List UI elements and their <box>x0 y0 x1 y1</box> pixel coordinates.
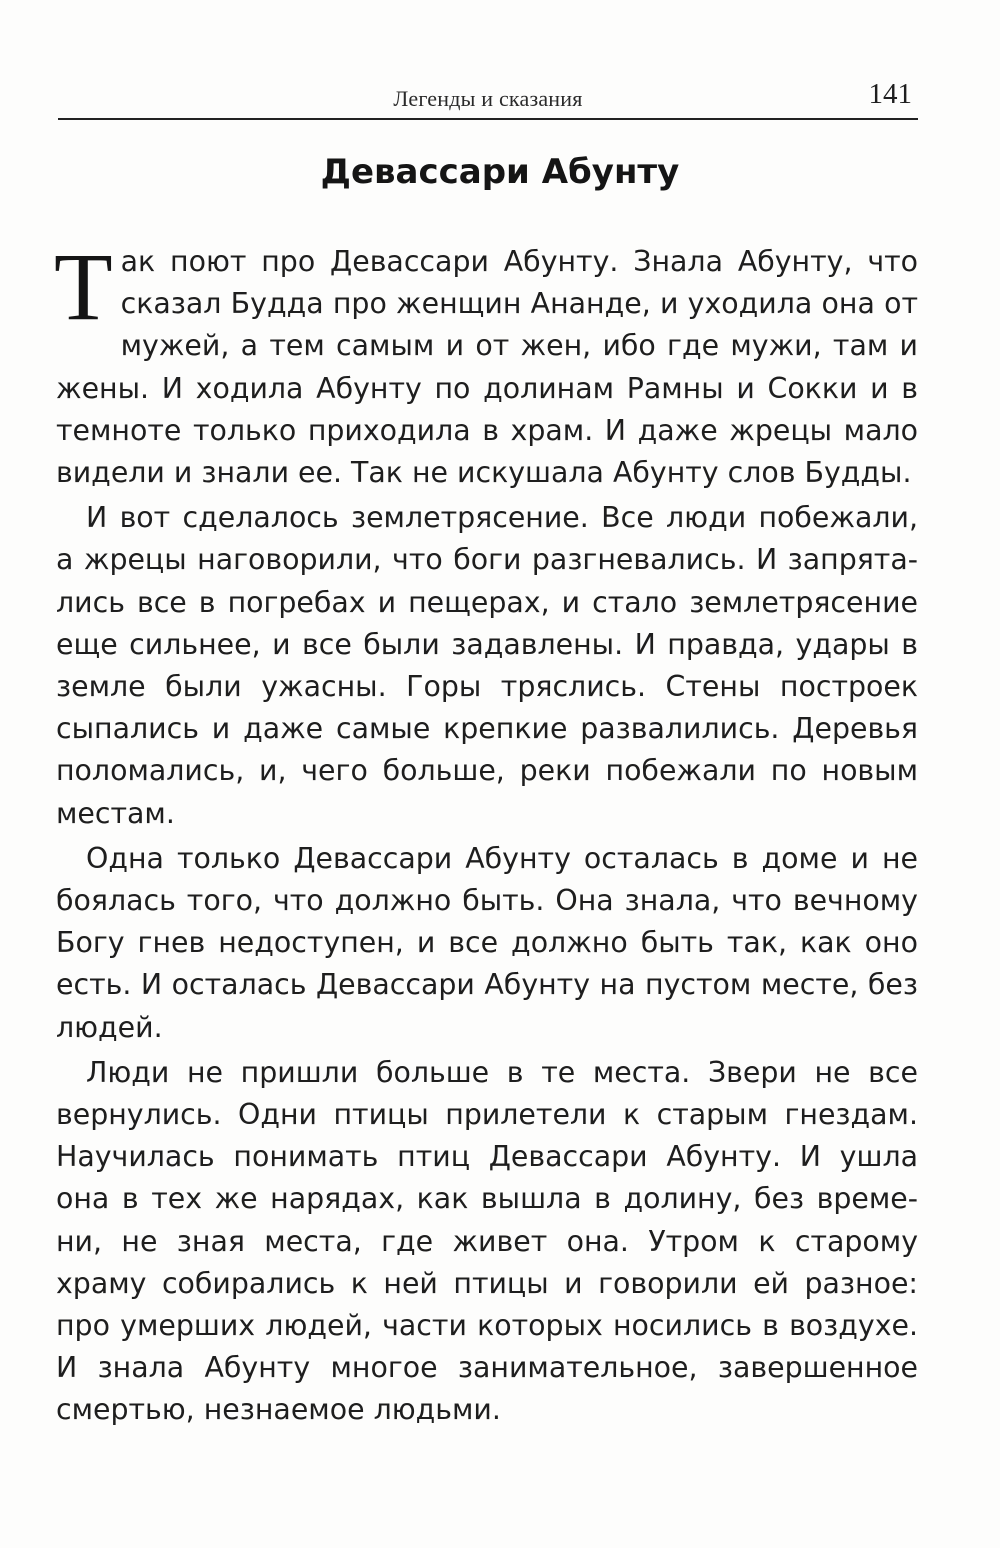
chapter-body <box>54 233 918 1435</box>
running-header <box>58 78 918 120</box>
chapter-title: Девассари Абунту <box>320 152 680 192</box>
paragraph-3: Одна только Девассари Абунту осталась в доме и не боялась того, что должно быть. Она знала, что вечному Богу гнев недоступен, и все должно быть так, как оно есть. И осталась Девассари Абунту на пустом месте, без людей. <box>56 841 918 1044</box>
running-title: Легенды и сказания <box>393 86 583 111</box>
paragraph-4: Люди не пришли больше в те места. Звери не все вернулись. Одни птицы прилетели к старым гнездам. Научилась понимать птиц Девассари Абунту. И ушла она в тех же нарядах, как вышла в долину, без времени, не зная места, где живет она. Утром к старому храму собирались к ней птицы и говорили ей разное: про умерших людей, части которых носились в воздухе. И знала Абунту многое занимательное, завершенное смертью, незнаемое людьми. <box>56 1055 918 1427</box>
paragraph-1-text: ак поют про Девассари Абунту. Знала Абунту, что сказал Будда про женщин Ананде, и уходила она от мужей, а тем самым и от жен, ибо где мужи, там и жены. И ходила Абунту по долинам Рамны и Сокки и в темноте только приходила в храм. И даже жрецы мало видели и знали ее. Так не искушала Абунту слов Будды. <box>56 245 918 490</box>
paragraph-1 <box>54 233 918 494</box>
drop-cap: Т <box>54 233 113 340</box>
page-number: 141 <box>868 78 912 110</box>
paragraph-2: И вот сделалось землетрясение. Все люди побежали, а жрецы наговорили, что боги разгневались. И запрятались все в погребах и пещерах, и стало землетрясение еще сильнее, и все были задавлены. И правда, удары в земле были ужасны. Горы тряслись. Стены построек сыпались и даже самые крепкие развалились. Деревья поломались, и, чего больше, реки побежали по новым местам. <box>56 501 918 830</box>
